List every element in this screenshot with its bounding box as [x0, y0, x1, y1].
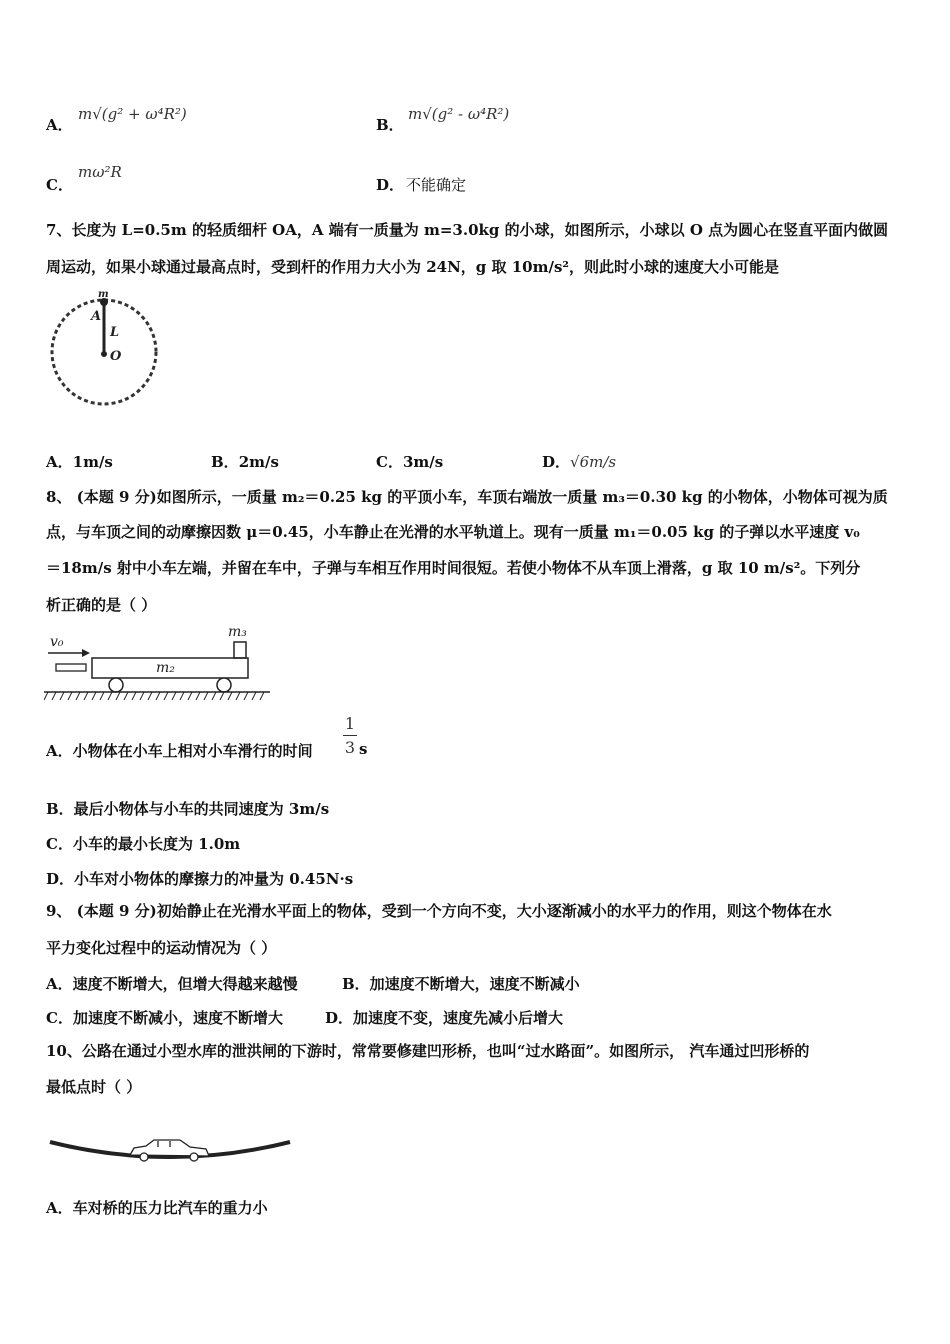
q8-ground-hatch — [44, 692, 264, 700]
q6-option-b-label: B． — [376, 116, 404, 134]
q7-circle-figure — [46, 288, 166, 412]
q8-option-d: D．小车对小物体的摩擦力的冲量为 0.45N·s — [46, 870, 354, 888]
q10-stem-line2: 最低点时（ ） — [46, 1078, 142, 1096]
q7-center — [101, 351, 107, 357]
q7-label-l: L — [110, 325, 120, 340]
q7-option-a: A．1m/s — [46, 453, 113, 471]
q8-stem-line3: ＝18m/s 射中小车左端，并留在车中，子弹与车相互作用时间很短。若使小物体不从车顶上滑落，g 取 10 m/s²。下列分 — [46, 559, 861, 577]
q8-option-b: B．最后小物体与小车的共同速度为 3m/s — [46, 800, 330, 818]
q7-label-o: O — [110, 349, 122, 364]
q8-option-c: C．小车的最小长度为 1.0m — [46, 835, 241, 853]
q9-option-a: A．速度不断增大，但增大得越来越慢 — [46, 975, 298, 993]
q7-stem-line2: 周运动，如果小球通过最高点时，受到杆的作用力大小为 24N，g 取 10m/s²，则此时小球的速度大小可能是 — [46, 258, 779, 276]
q9-stem-line1: 9、 (本题 9 分)初始静止在光滑水平面上的物体，受到一个方向不变，大小逐渐减小的水平力的作用，则这个物体在水 — [46, 902, 832, 920]
q8-stem-line1: 8、 (本题 9 分)如图所示，一质量 m₂＝0.25 kg 的平顶小车，车顶右端放一质量 m₃＝0.30 kg 的小物体，小物体可视为质 — [46, 488, 888, 506]
q8-option-a: A．小物体在小车上相对小车滑行的时间 — [46, 742, 313, 760]
q8-wheel-left — [109, 678, 123, 692]
q7-option-b: B．2m/s — [211, 453, 279, 471]
q8-bullet — [56, 664, 86, 671]
q6-option-c-expr: mω²R — [78, 163, 122, 181]
q8-label-v0: v₀ — [50, 634, 64, 650]
q6-option-d-label: D． — [376, 176, 405, 194]
q9-stem-line2: 平力变化过程中的运动情况为（ ） — [46, 939, 277, 957]
q9-option-d: D．加速度不变，速度先减小后增大 — [325, 1009, 564, 1027]
q7-label-a: A — [91, 309, 102, 324]
q7-option-c: C．3m/s — [376, 453, 444, 471]
q7-stem-line1: 7、长度为 L=0.5m 的轻质细杆 OA，A 端有一质量为 m=3.0kg 的小球，如图所示，小球以 O 点为圆心在竖直平面内做圆 — [46, 221, 889, 239]
q7-label-m: m — [98, 289, 109, 300]
q6-option-d-text: 不能确定 — [406, 176, 467, 194]
q8-block-m3 — [234, 642, 246, 658]
q8-stem-line2: 点，与车顶之间的动摩擦因数 μ＝0.45，小车静止在光滑的水平轨道上。现有一质量 m₁＝0.05 kg 的子弹以水平速度 v₀ — [46, 523, 860, 541]
q8-option-a-unit: s — [359, 740, 368, 758]
q6-option-c-label: C． — [46, 176, 73, 194]
q8-option-a-fraction: 1 3 — [344, 714, 356, 757]
q6-option-a-expr: m√(g² + ω⁴R²) — [78, 105, 187, 123]
q10-bridge-figure — [46, 1128, 296, 1172]
q7-option-d: D．√6m/s — [542, 453, 617, 471]
q8-stem-line4: 析正确的是（ ） — [46, 596, 157, 614]
q6-option-b-expr: m√(g² - ω⁴R²) — [408, 105, 510, 123]
q8-wheel-right — [217, 678, 231, 692]
q8-cart-figure — [44, 622, 274, 704]
q8-label-m2: m₂ — [156, 660, 175, 676]
q8-label-m3: m₃ — [228, 624, 247, 640]
q10-stem-line1: 10、公路在通过小型水库的泄洪闸的下游时，常常要修建凹形桥，也叫“过水路面”。如图所示， 汽车通过凹形桥的 — [46, 1042, 810, 1060]
q6-option-a-label: A． — [46, 116, 73, 134]
q10-option-a: A．车对桥的压力比汽车的重力小 — [46, 1199, 268, 1217]
q9-option-b: B．加速度不断增大，速度不断减小 — [342, 975, 580, 993]
q9-option-c: C．加速度不断减小，速度不断增大 — [46, 1009, 283, 1027]
q8-arrow-head — [82, 649, 90, 657]
